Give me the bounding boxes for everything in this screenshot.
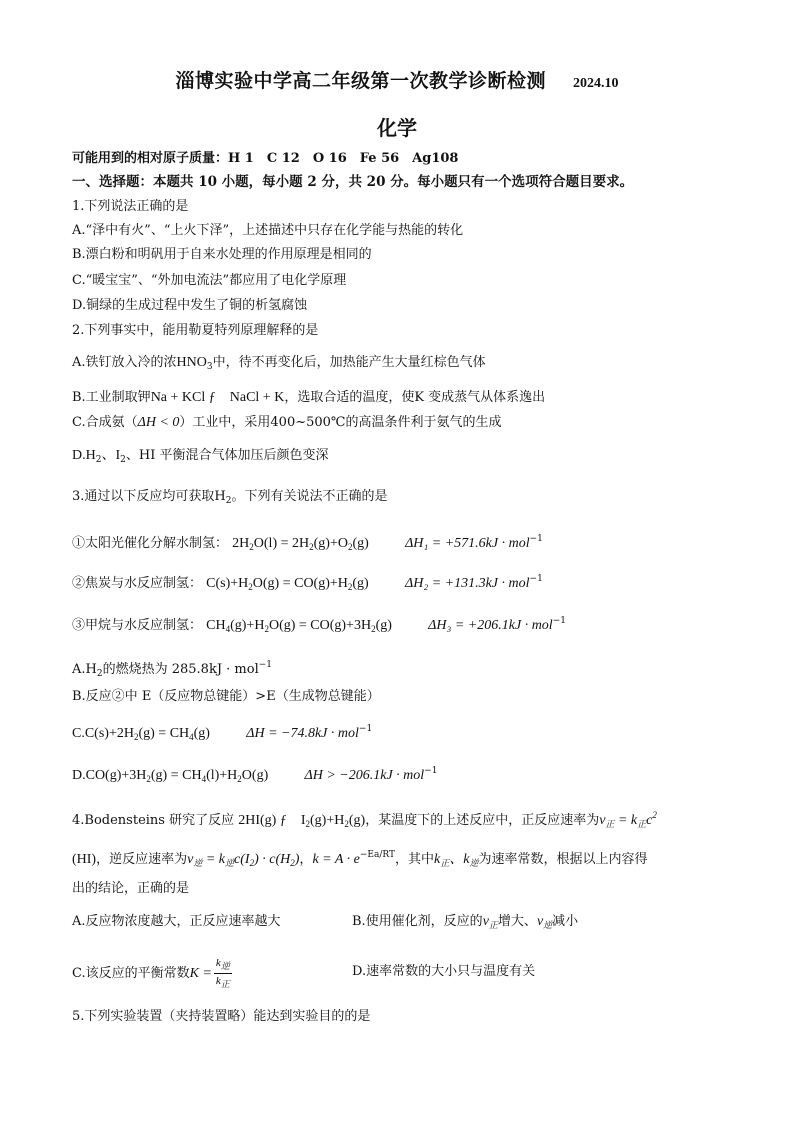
q2-c-rest: ）工业中，采用400~500℃的高温条件利于氨气的生成 — [179, 415, 502, 430]
q3-reaction-1 — [72, 530, 543, 556]
q4-forward-rate: $v_正 = k_正c^2$ — [599, 810, 657, 829]
q3-r2-exp: −1 — [529, 574, 543, 584]
q4-c-text: C.该反应的平衡常数 — [72, 966, 190, 981]
q2-a-rest: 中，待不再变化后，加热能产生大量红棕色气体 — [212, 355, 486, 370]
q4-b-text: B.使用催化剂，反应的 — [352, 914, 483, 929]
atomic-masses: 可能用到的相对原子质量：H 1 C 12 O 16 Fe 56 Ag108 — [72, 151, 459, 166]
q4-option-c — [72, 956, 232, 991]
q2-c-text: C.合成氨（ — [72, 415, 138, 430]
q1-option-b: B.漂白粉和明矾用于自来水处理的作用原理是相同的 — [72, 247, 372, 262]
q2-d-i: 、I — [101, 448, 121, 463]
q3-c-enthalpy: ΔH = −74.8kJ · mol — [246, 726, 359, 741]
q2-option-a — [72, 354, 486, 376]
q3-option-d — [72, 762, 437, 788]
q3-stem-text: 3.通过以下反应均可获取H — [72, 489, 226, 504]
exam-date: 2024.10 — [573, 76, 619, 91]
q1-option-c: C.“暖宝宝”、“外加电流法”都应用了电化学原理 — [72, 273, 347, 288]
q3-option-b: B.反应②中 E（反应物总键能）>E（生成物总键能） — [72, 689, 380, 704]
q1-option-d: D.铜绿的生成过程中发生了铜的析氢腐蚀 — [72, 298, 308, 313]
q2-a-formula: HNO — [176, 355, 207, 370]
exam-header — [0, 66, 794, 93]
q4-line2-end: 为速率常数，根据以上内容得 — [478, 852, 648, 867]
q3-c-equation: $C.C(s)+2H_2(g) = CH_4(g)$ — [72, 726, 210, 742]
q3-r3-label: ③甲烷与水反应制氢： — [72, 618, 203, 633]
q2-d-rest: 、HI 平衡混合气体加压后颜色变深 — [125, 448, 329, 463]
q3-reaction-3 — [72, 612, 566, 638]
q1-stem: 1.下列说法正确的是 — [72, 199, 189, 214]
q3-d-equation: $D.CO(g)+3H_2(g) = CH_4(l)+H_2O(g)$ — [72, 768, 269, 784]
q4-k-symbols: $k_正$、$k_逆$ — [434, 852, 479, 868]
exam-title: 淄博实验中学高二年级第一次教学诊断检测 — [175, 70, 546, 92]
q2-d-h: D.H — [72, 448, 96, 463]
q4-stem-text: 4.Bodensteins 研究了反应 — [72, 813, 235, 828]
q4-reverse-rate: $v_逆 = k_逆c(I_2) \cdot c(H_2)$ — [187, 852, 300, 868]
q4-arrhenius-exp: −Ea/RT — [359, 850, 395, 860]
q3-stem-sub: 2 — [225, 496, 232, 506]
q4-stem-line1 — [72, 806, 657, 833]
q3-r3-enthalpy: ΔH₃ = +206.1kJ · mol — [428, 618, 553, 633]
q2-a-text: A.铁钉放入冷的浓 — [72, 355, 177, 370]
q4-b-v-forward: $v_正$ — [482, 914, 498, 930]
q2-option-c — [72, 414, 501, 432]
q3-a-text: A.H — [72, 662, 97, 677]
q3-r2-equation: $C(s)+H_2O(g) = CO(g)+H_2(g)$ — [206, 576, 369, 592]
q4-b-rest: 减小 — [552, 914, 579, 929]
q1-option-a: A.“泽中有火”、“上火下泽”，上述描述中只存在化学能与热能的转化 — [72, 223, 464, 238]
q5-stem: 5.下列实验装置（夹持装置略）能达到实验目的的是 — [72, 1009, 371, 1024]
q3-r2-label: ②焦炭与水反应制氢： — [72, 576, 203, 591]
q3-d-enthalpy: ΔH > −206.1kJ · mol — [304, 768, 425, 783]
q2-option-d — [72, 447, 328, 469]
q3-r3-exp: −1 — [552, 616, 566, 626]
section-heading: 一、选择题：本题共 10 小题，每小题 2 分，共 20 分。每小题只有一个选项符合题目要求。 — [72, 174, 634, 190]
q4-line2-mid: ，其中 — [395, 852, 435, 867]
q2-d-i-sub: 2 — [120, 455, 126, 465]
q2-b-rest: ，选取合适的温度，使K 变成蒸气从体系逸出 — [284, 390, 546, 405]
q3-option-a — [72, 656, 272, 683]
q4-b-mid: 增大、 — [497, 914, 537, 929]
q4-stem-mid: ，某温度下的上述反应中，正反应速率为 — [365, 813, 600, 828]
q4-arrhenius: k = A · e — [312, 852, 360, 867]
q4-stem-line2: (HI)，逆反应速率为$v_逆 = k_逆c(I_2) \cdot c(H_2)$，$k = A \cdot e^{-Ea/RT}$，其中$k_正$、$k_逆$为速率常数，根据以上内容得 — [72, 850, 648, 868]
subject-title: 化学 — [377, 116, 417, 140]
q2-d-h-sub: 2 — [95, 455, 102, 465]
q2-option-b — [72, 389, 545, 407]
q4-option-d: D.速率常数的大小只与温度有关 — [352, 964, 536, 979]
q4-stem-line3: 出的结论，正确的是 — [72, 881, 190, 896]
q2-b-text: B.工业制取钾 — [72, 390, 151, 405]
q3-reaction-2 — [72, 570, 543, 596]
q3-r1-equation: $2H_2O(l) = 2H_2(g)+O_2(g)$ — [232, 536, 369, 552]
q4-b-v-reverse: $v_逆$ — [536, 914, 553, 930]
q3-a-sub: 2 — [96, 669, 103, 679]
q3-d-exp: −1 — [424, 766, 438, 776]
q3-r2-enthalpy: ΔH₂ = +131.3kJ · mol — [405, 576, 530, 591]
q3-a-exp: −1 — [258, 660, 273, 670]
q2-b-equation: Na + KCl ƒ NaCl + K — [150, 390, 285, 405]
q2-c-enthalpy: ΔH < 0 — [137, 415, 180, 430]
q3-a-rest: 的燃烧热为 285.8kJ · mol — [102, 662, 259, 677]
q2-stem: 2.下列事实中，能用勒夏特列原理解释的是 — [72, 323, 319, 338]
q3-r1-enthalpy: ΔH₁ = +571.6kJ · mol — [405, 536, 530, 551]
q4-option-a: A.反应物浓度越大，正反应速率越大 — [72, 914, 281, 929]
q3-r1-exp: −1 — [529, 534, 543, 544]
q3-stem — [72, 488, 388, 510]
q3-r1-label: ①太阳光催化分解水制氢： — [72, 536, 229, 551]
q3-option-c — [72, 720, 372, 746]
q3-c-exp: −1 — [358, 724, 373, 734]
q4-hi: (HI) — [72, 852, 97, 867]
q2-a-subscript: 3 — [206, 362, 213, 372]
q3-r3-equation: $CH_4(g)+H_2O(g) = CO(g)+3H_2(g)$ — [206, 618, 392, 634]
q4-option-b — [352, 913, 578, 934]
q4-c-k: K = — [189, 966, 212, 981]
q3-stem-rest: 。下列有关说法不正确的是 — [231, 489, 388, 504]
q4-reaction: 2HI(g) ƒ $I_2(g)+H_2(g)$ — [238, 813, 366, 829]
q4-c-fraction: $\frac{k_逆}{k_正}$ — [215, 957, 230, 989]
